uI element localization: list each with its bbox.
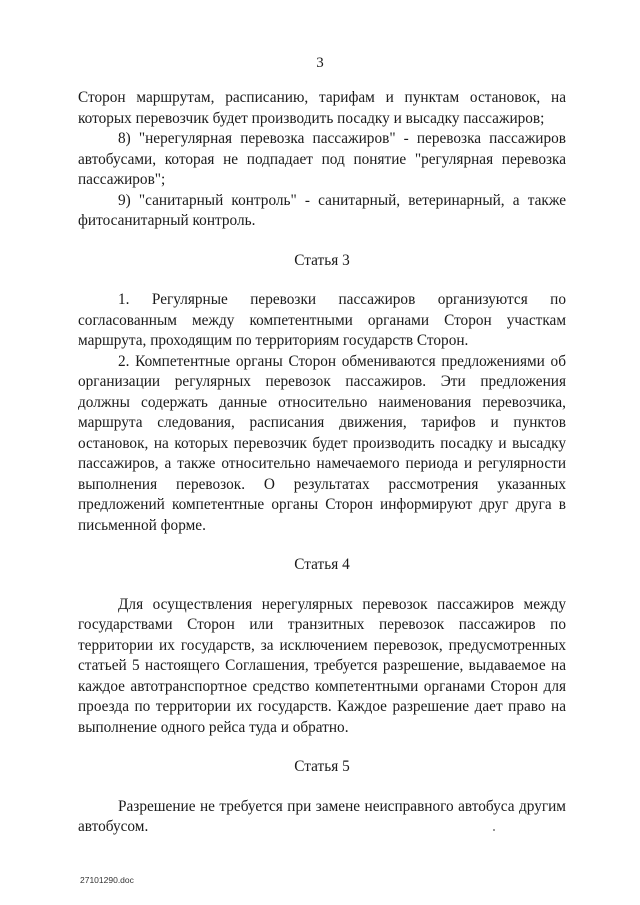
- scan-speck: [493, 829, 495, 831]
- paragraph-continuation: Сторон маршрутам, расписанию, тарифам и пунктам остановок, на которых перевозчик будет производить посадку и высадку пассажиров;: [78, 89, 566, 127]
- article-3-paragraph-1: 1. Регулярные перевозки пассажиров организуются по согласованным между компетентными органами Сторон участкам маршрута, проходящим по территориям государств Сторон.: [78, 291, 566, 349]
- article-3-heading: Статья 3: [294, 251, 350, 269]
- article-4-heading: Статья 4: [294, 556, 350, 573]
- document-body: [78, 88, 566, 838]
- article-5-heading: Статья 5: [294, 758, 350, 775]
- page-number: 3: [316, 55, 324, 71]
- article-5-paragraph: Разрешение не требуется при замене неисправного автобуса другим автобусом.: [78, 797, 566, 835]
- article-4-paragraph: Для осуществления нерегулярных перевозок пассажиров между государствами Сторон или транзитных перевозок пассажиров по территории их государств, за исключением перевозок, предусмотренных статьей 5 настоящего Соглашения, требуется разрешение, выдаваемое на каждое автотранспортное средство компетентными органами Сторон для проезда по территории их государств. Каждое разрешение дает право на выполнение одного рейса туда и обратно.: [78, 595, 566, 736]
- paragraph-item-8: 8) "нерегулярная перевозка пассажиров" - перевозка пассажиров автобусами, которая не подпадает под понятие "регулярная перевозка пассажиров";: [78, 130, 566, 188]
- footer-filename: 27101290.doc: [80, 875, 134, 885]
- article-3-paragraph-2: 2. Компетентные органы Сторон обмениваются предложениями об организации регулярных перевозок пассажиров. Эти предложения должны содержать данные относительно наименования перевозчика, маршрута следования, расписания движения, тарифов и пунктов остановок, на которых перевозчик будет производить посадку и высадку пассажиров, а также относительно намечаемого периода и регулярности выполнения перевозок. О результатах рассмотрения указанных предложений компетентные органы Сторон информируют друг друга в письменной форме.: [78, 352, 566, 534]
- paragraph-item-9: 9) "санитарный контроль" - санитарный, ветеринарный, а также фитосанитарный контроль.: [78, 191, 566, 229]
